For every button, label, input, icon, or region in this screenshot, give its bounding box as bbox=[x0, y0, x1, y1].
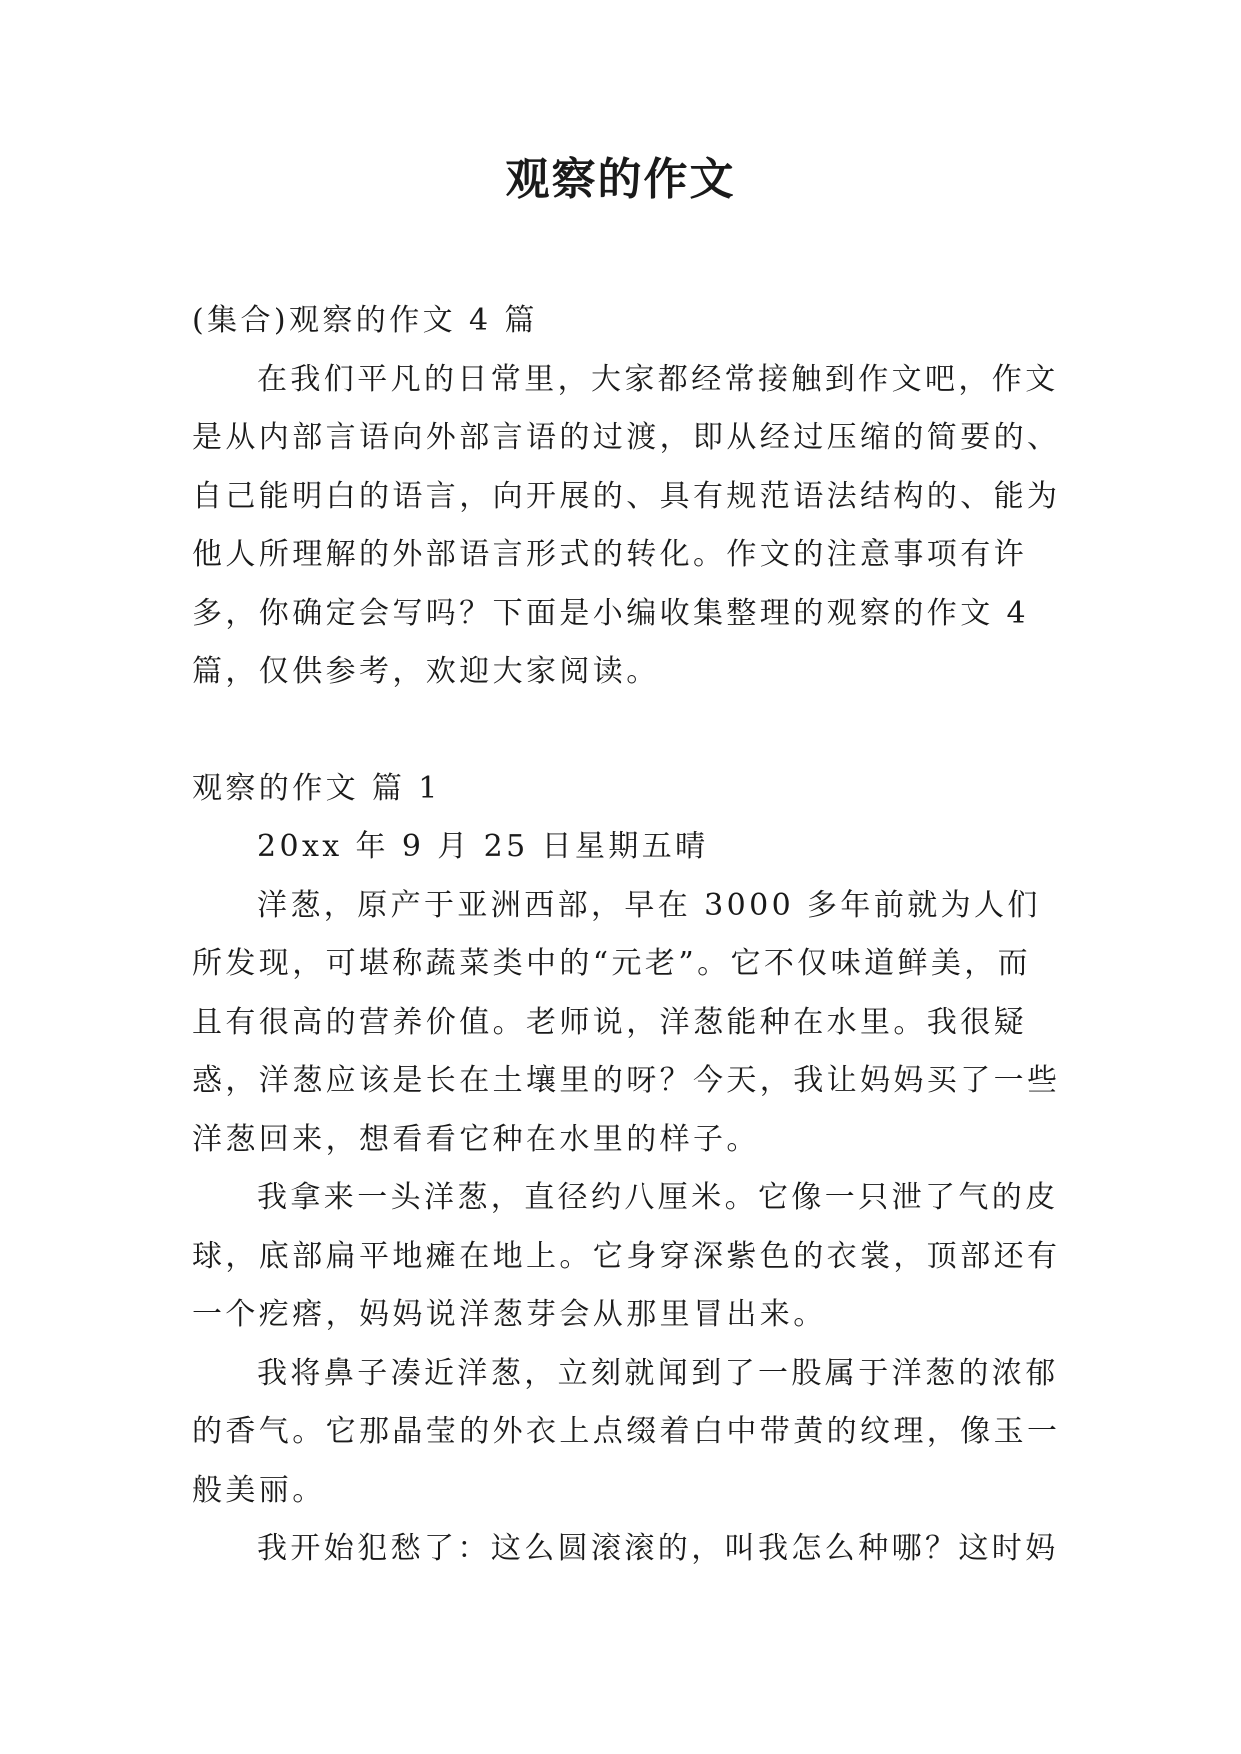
body-paragraph: 我拿来一头洋葱，直径约八厘米。它像一只泄了气的皮球，底部扁平地瘫在地上。它身穿深紫色的衣裳，顶部还有一个疙瘩，妈妈说洋葱芽会从那里冒出来。 bbox=[192, 1180, 1061, 1332]
document-body bbox=[192, 292, 1062, 1579]
document-title: 观察的作文 bbox=[505, 154, 736, 205]
document-subtitle: (集合)观察的作文 4 篇 bbox=[192, 303, 538, 338]
date-line: 20xx 年 9 月 25 日星期五晴 bbox=[257, 829, 709, 864]
section-heading: 观察的作文 篇 1 bbox=[192, 770, 441, 806]
body-paragraph: 我将鼻子凑近洋葱，立刻就闻到了一股属于洋葱的浓郁的香气。它那晶莹的外衣上点缀着白中带黄的纹理，像玉一般美丽。 bbox=[192, 1355, 1061, 1508]
body-paragraph: 洋葱，原产于亚洲西部，早在 3000 多年前就为人们所发现，可堪称蔬菜类中的“元老”。它不仅味道鲜美，而且有很高的营养价值。老师说，洋葱能种在水里。我很疑惑，洋葱应该是长在土壤里的呀？今天，我让妈妈买了一些洋葱回来，想看看它种在水里的样子。 bbox=[192, 887, 1061, 1157]
body-paragraph: 我开始犯愁了：这么圆滚滚的，叫我怎么种哪？这时妈 bbox=[257, 1531, 1059, 1566]
intro-paragraph: 在我们平凡的日常里，大家都经常接触到作文吧，作文是从内部言语向外部言语的过渡，即从经过压缩的简要的、自己能明白的语言，向开展的、具有规范语法结构的、能为他人所理解的外部语言形式的转化。作文的注意事项有许多，你确定会写吗？下面是小编收集整理的观察的作文 4 篇，仅供参考，欢迎大家阅读。 bbox=[192, 361, 1061, 689]
